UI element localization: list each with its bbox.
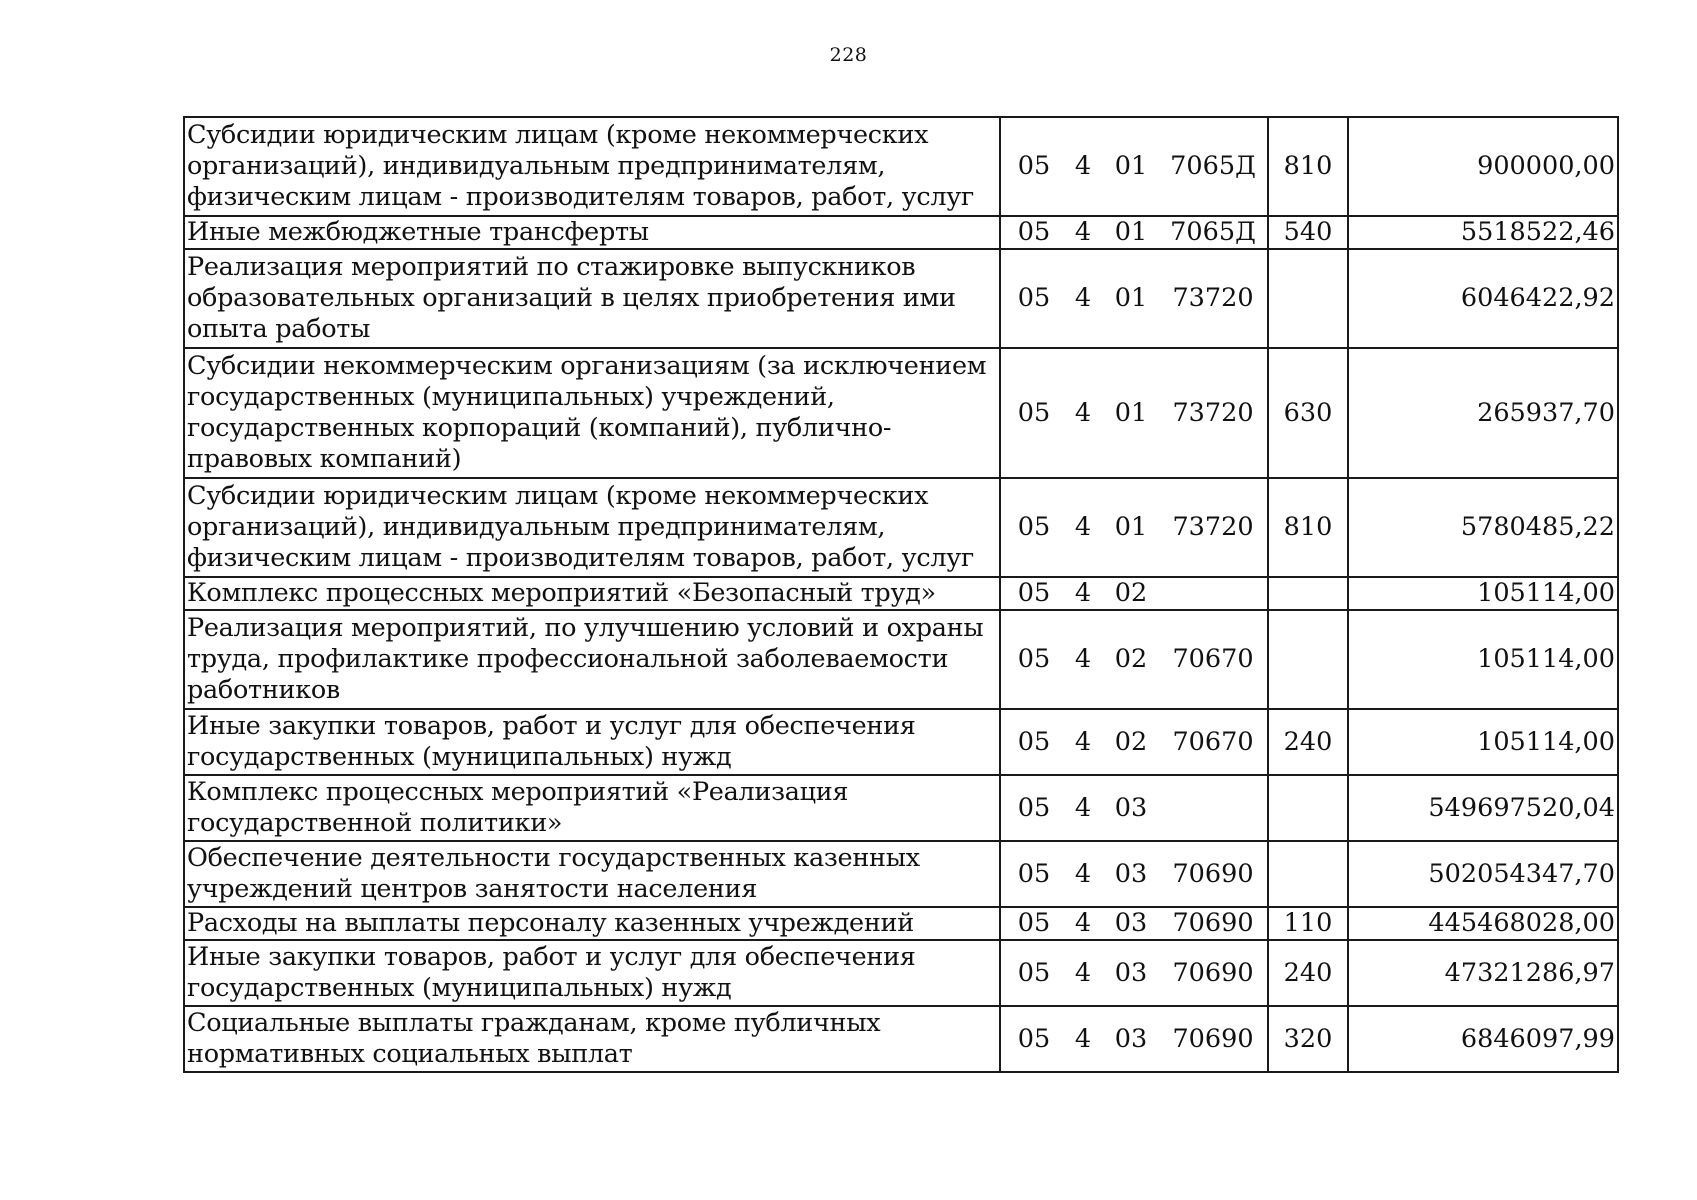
code-direction: 73720 xyxy=(1172,283,1254,313)
code-complex: 03 xyxy=(1114,957,1148,988)
code-direction: 7065Д xyxy=(1170,217,1256,247)
code-type: 4 xyxy=(1074,151,1092,181)
code-program: 05 xyxy=(1017,578,1051,608)
code-direction: 70690 xyxy=(1172,908,1254,938)
code-complex: 03 xyxy=(1114,908,1148,938)
row-amount: 6046422,92 xyxy=(1348,249,1618,348)
row-description: Реализация мероприятий по стажировке выпускников образовательных организаций в целях приобретения ими опыта работы xyxy=(184,249,1000,348)
code-type: 4 xyxy=(1074,792,1092,823)
row-expense-type: 630 xyxy=(1268,348,1348,478)
code-type: 4 xyxy=(1074,726,1092,757)
row-expense-type: 320 xyxy=(1268,1006,1348,1072)
code-direction: 70670 xyxy=(1172,644,1254,674)
table-row xyxy=(184,478,1618,577)
row-expense-type xyxy=(1268,249,1348,348)
row-expense-type: 240 xyxy=(1268,709,1348,775)
code-complex: 03 xyxy=(1114,858,1148,889)
code-complex: 03 xyxy=(1114,1023,1148,1054)
row-amount: 502054347,70 xyxy=(1348,841,1618,907)
row-amount: 6846097,99 xyxy=(1348,1006,1618,1072)
row-amount: 105114,00 xyxy=(1348,610,1618,709)
row-codes xyxy=(1000,348,1268,478)
row-codes xyxy=(1000,216,1268,249)
code-complex: 02 xyxy=(1114,726,1148,757)
row-expense-type: 240 xyxy=(1268,940,1348,1006)
row-codes xyxy=(1000,907,1268,940)
row-description: Комплекс процессных мероприятий «Реализация государственной политики» xyxy=(184,775,1000,841)
row-codes xyxy=(1000,940,1268,1006)
table-row xyxy=(184,775,1618,841)
code-program: 05 xyxy=(1017,792,1051,823)
row-codes xyxy=(1000,1006,1268,1072)
code-program: 05 xyxy=(1017,908,1051,938)
code-program: 05 xyxy=(1017,217,1051,247)
row-codes xyxy=(1000,249,1268,348)
table-row xyxy=(184,117,1618,216)
code-type: 4 xyxy=(1074,1023,1092,1054)
code-complex: 02 xyxy=(1114,578,1148,608)
table-row xyxy=(184,1006,1618,1072)
code-program: 05 xyxy=(1017,644,1051,674)
row-expense-type: 540 xyxy=(1268,216,1348,249)
row-expense-type xyxy=(1268,610,1348,709)
row-codes xyxy=(1000,709,1268,775)
code-type: 4 xyxy=(1074,512,1092,542)
page-number: 228 xyxy=(829,44,868,66)
code-program: 05 xyxy=(1017,397,1051,428)
code-complex: 01 xyxy=(1114,397,1148,428)
row-expense-type: 110 xyxy=(1268,907,1348,940)
row-amount: 445468028,00 xyxy=(1348,907,1618,940)
row-amount: 105114,00 xyxy=(1348,577,1618,610)
code-complex: 01 xyxy=(1114,512,1148,542)
row-amount: 5518522,46 xyxy=(1348,216,1618,249)
code-program: 05 xyxy=(1017,1023,1051,1054)
row-description: Субсидии некоммерческим организациям (за исключением государственных (муниципальных) учреждений, государственных корпораций (компаний), публично-правовых компаний) xyxy=(184,348,1000,478)
table-row xyxy=(184,577,1618,610)
code-complex: 02 xyxy=(1114,644,1148,674)
row-description: Реализация мероприятий, по улучшению условий и охраны труда, профилактике профессиональной заболеваемости работников xyxy=(184,610,1000,709)
code-direction: 73720 xyxy=(1172,397,1254,428)
row-codes xyxy=(1000,117,1268,216)
row-description: Обеспечение деятельности государственных казенных учреждений центров занятости населения xyxy=(184,841,1000,907)
table-row xyxy=(184,348,1618,478)
code-complex: 01 xyxy=(1114,151,1148,181)
row-expense-type: 810 xyxy=(1268,478,1348,577)
row-expense-type xyxy=(1268,775,1348,841)
code-direction: 73720 xyxy=(1172,512,1254,542)
code-type: 4 xyxy=(1074,217,1092,247)
code-direction: 70690 xyxy=(1172,1023,1254,1054)
code-type: 4 xyxy=(1074,578,1092,608)
row-codes xyxy=(1000,478,1268,577)
code-program: 05 xyxy=(1017,512,1051,542)
code-program: 05 xyxy=(1017,957,1051,988)
code-type: 4 xyxy=(1074,908,1092,938)
code-program: 05 xyxy=(1017,858,1051,889)
table-row xyxy=(184,709,1618,775)
code-type: 4 xyxy=(1074,957,1092,988)
code-direction: 70690 xyxy=(1172,957,1254,988)
row-description: Расходы на выплаты персоналу казенных учреждений xyxy=(184,907,1000,940)
code-complex: 03 xyxy=(1114,792,1148,823)
row-expense-type: 810 xyxy=(1268,117,1348,216)
row-amount: 5780485,22 xyxy=(1348,478,1618,577)
code-program: 05 xyxy=(1017,726,1051,757)
code-type: 4 xyxy=(1074,858,1092,889)
row-description: Комплекс процессных мероприятий «Безопасный труд» xyxy=(184,577,1000,610)
row-expense-type xyxy=(1268,577,1348,610)
row-description: Иные межбюджетные трансферты xyxy=(184,216,1000,249)
table-row xyxy=(184,841,1618,907)
row-expense-type xyxy=(1268,841,1348,907)
code-direction: 7065Д xyxy=(1170,151,1256,181)
row-amount: 47321286,97 xyxy=(1348,940,1618,1006)
row-description: Социальные выплаты гражданам, кроме публичных нормативных социальных выплат xyxy=(184,1006,1000,1072)
row-amount: 265937,70 xyxy=(1348,348,1618,478)
code-complex: 01 xyxy=(1114,283,1148,313)
row-amount: 900000,00 xyxy=(1348,117,1618,216)
table-row xyxy=(184,610,1618,709)
budget-table xyxy=(183,116,1619,1073)
row-codes xyxy=(1000,577,1268,610)
row-codes xyxy=(1000,610,1268,709)
row-description: Иные закупки товаров, работ и услуг для обеспечения государственных (муниципальных) нужд xyxy=(184,940,1000,1006)
code-complex: 01 xyxy=(1114,217,1148,247)
row-amount: 105114,00 xyxy=(1348,709,1618,775)
row-amount: 549697520,04 xyxy=(1348,775,1618,841)
row-description: Субсидии юридическим лицам (кроме некоммерческих организаций), индивидуальным предпринимателям, физическим лицам - производителям товаров, работ, услуг xyxy=(184,478,1000,577)
table-row xyxy=(184,940,1618,1006)
row-description: Иные закупки товаров, работ и услуг для обеспечения государственных (муниципальных) нужд xyxy=(184,709,1000,775)
table-row xyxy=(184,216,1618,249)
table-row xyxy=(184,249,1618,348)
code-program: 05 xyxy=(1017,151,1051,181)
code-direction: 70690 xyxy=(1172,858,1254,889)
code-type: 4 xyxy=(1074,644,1092,674)
row-codes xyxy=(1000,841,1268,907)
code-program: 05 xyxy=(1017,283,1051,313)
code-type: 4 xyxy=(1074,397,1092,428)
table-row xyxy=(184,907,1618,940)
row-description: Субсидии юридическим лицам (кроме некоммерческих организаций), индивидуальным предпринимателям, физическим лицам - производителям товаров, работ, услуг xyxy=(184,117,1000,216)
code-type: 4 xyxy=(1074,283,1092,313)
row-codes xyxy=(1000,775,1268,841)
code-direction: 70670 xyxy=(1172,726,1254,757)
